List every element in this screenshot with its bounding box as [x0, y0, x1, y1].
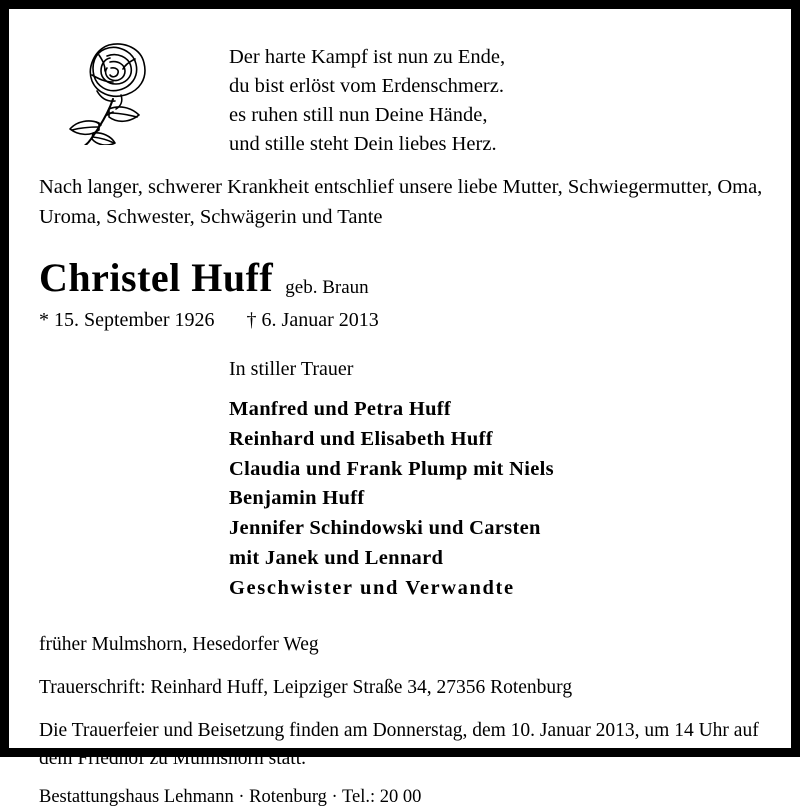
deceased-maiden-name: geb. Braun — [285, 276, 369, 298]
footer-block — [39, 630, 761, 808]
ceremony-line-1: Die Trauerfeier und Beisetzung finden am Donnerstag, dem 10. Januar 2013, um 14 Uhr auf — [39, 719, 759, 741]
ceremony-info — [39, 717, 761, 774]
mourner-name: Claudia und Frank Plump mit Niels — [229, 457, 554, 480]
death-date: 6. Januar 2013 — [261, 308, 379, 331]
intro-line-1: Nach langer, schwerer Krankheit entschlief unsere liebe Mutter, Schwiegermutter, Oma, — [39, 176, 763, 199]
mourner-name: mit Janek und Lennard — [229, 547, 444, 570]
intro-line-2: Uroma, Schwester, Schwägerin und Tante — [39, 205, 383, 228]
verse-line-3: es ruhen still nun Deine Hände, — [229, 104, 488, 127]
header-row — [39, 31, 761, 159]
mourners-list — [229, 395, 761, 604]
mourner-name: Jennifer Schindowski und Carsten — [229, 517, 541, 540]
obituary-inner — [9, 9, 791, 808]
rose-icon — [47, 35, 167, 145]
undertaker-info: Bestattungshaus Lehmann · Rotenburg · Tel.: 20 00 — [39, 787, 422, 808]
deceased-name: Christel Huff — [39, 254, 274, 300]
birth-symbol: * — [39, 308, 49, 331]
deceased-name-row — [39, 254, 761, 301]
mourner-name: Geschwister und Verwandte — [229, 577, 515, 600]
former-address: früher Mulmshorn, Hesedorfer Weg — [39, 634, 319, 656]
verse-line-4: und stille steht Dein liebes Herz. — [229, 133, 497, 156]
mourner-name: Reinhard und Elisabeth Huff — [229, 427, 493, 450]
ceremony-line-2: dem Friedhof zu Mulmshorn statt. — [39, 747, 307, 769]
birth-date: 15. September 1926 — [54, 308, 215, 331]
mourning-address: Trauerschrift: Reinhard Huff, Leipziger Straße 34, 27356 Rotenburg — [39, 677, 573, 699]
mourners-block — [39, 358, 761, 604]
mourners-heading: In stiller Trauer — [229, 357, 354, 380]
mourner-name: Manfred und Petra Huff — [229, 397, 452, 420]
intro-text — [39, 173, 761, 231]
verse-block — [167, 31, 761, 159]
mourner-name: Benjamin Huff — [229, 487, 365, 510]
verse-line-1: Der harte Kampf ist nun zu Ende, — [229, 46, 506, 68]
verse-line-2: du bist erlöst vom Erdenschmerz. — [229, 75, 504, 98]
deceased-dates — [39, 309, 761, 332]
death-symbol: † — [246, 308, 257, 331]
